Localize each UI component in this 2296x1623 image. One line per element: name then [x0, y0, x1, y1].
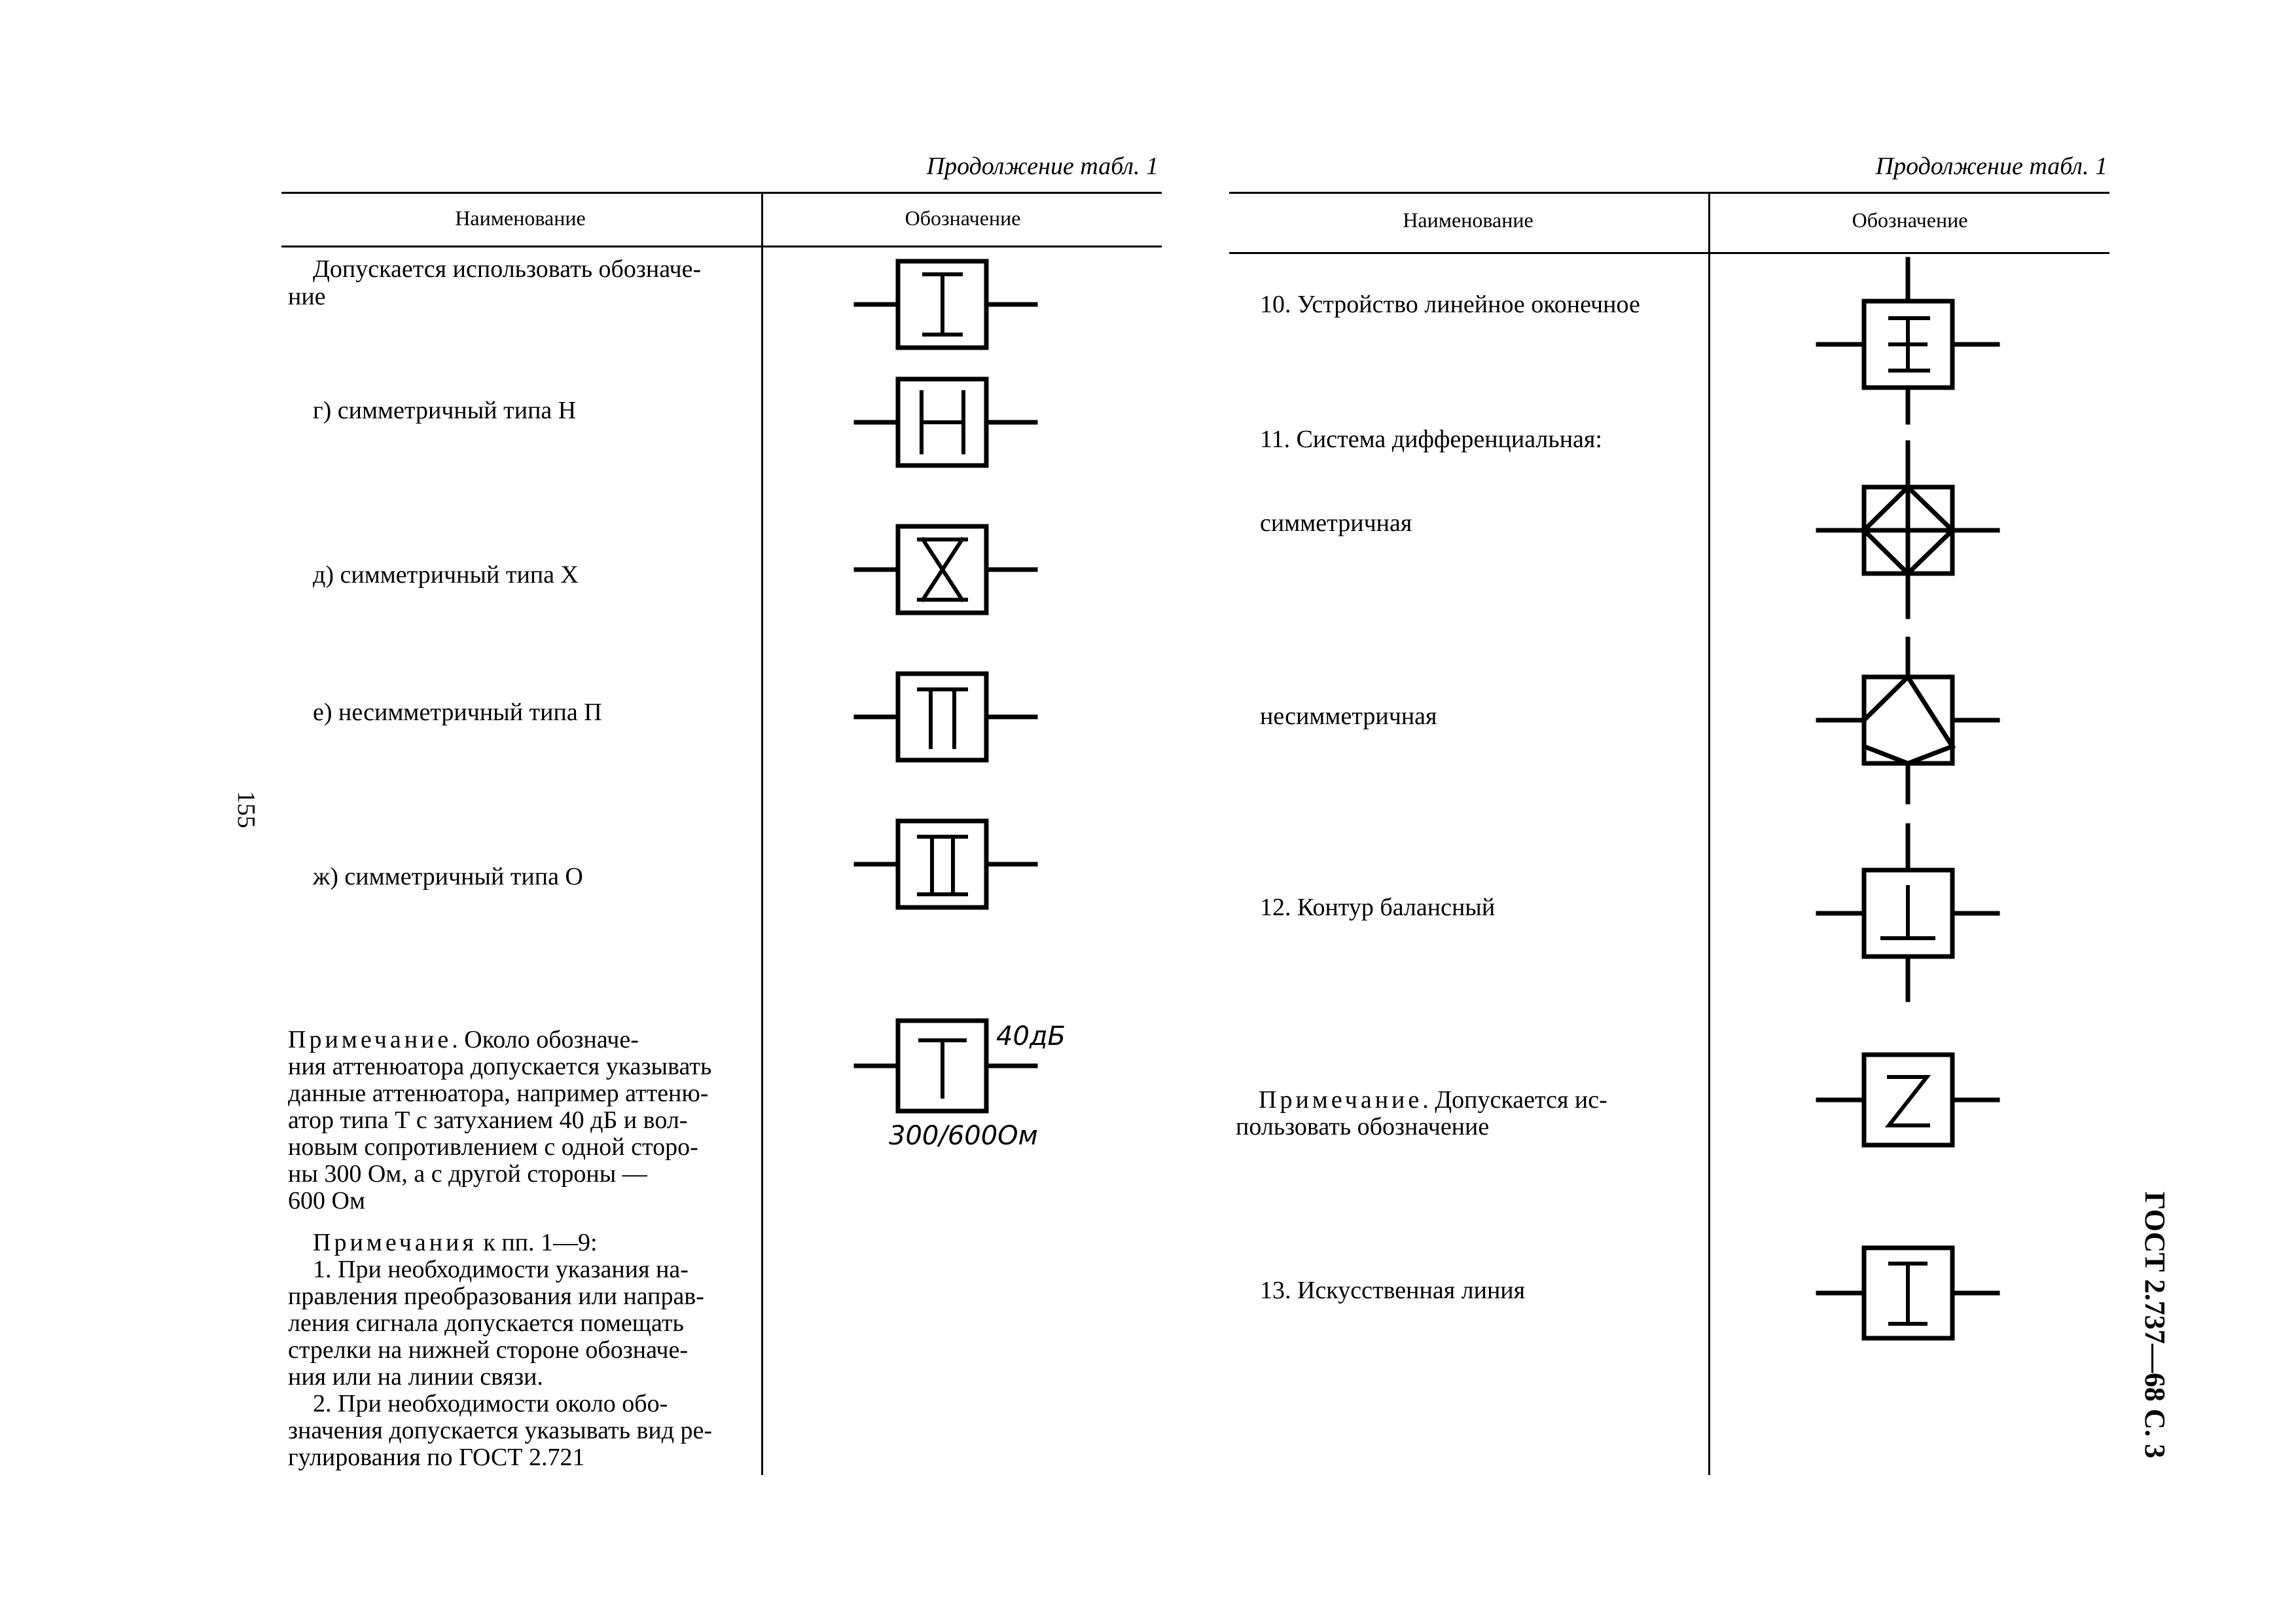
right-header-symbol: Обозначение	[1852, 208, 1968, 232]
right-row-10: 10. Устройство линейное оконечное	[1260, 291, 1640, 318]
right-table-header-rule	[1229, 252, 2109, 254]
attenuator-impedance-label: 300/600Ом	[889, 1121, 1038, 1151]
left-table-top-rule	[281, 192, 1162, 194]
right-table-top-rule	[1229, 192, 2109, 194]
notes-1-9	[288, 1230, 756, 1471]
note-line-3: данные аттенюатора, например аттеню-	[288, 1080, 709, 1107]
notes-item1-line1: 1. При необходимости указания на-	[313, 1256, 689, 1283]
left-row-alt-designation	[288, 255, 756, 310]
right-row-11-symmetric: симметричная	[1260, 509, 1412, 537]
notes-label: Примечания	[313, 1229, 477, 1256]
note-label: Примечание	[288, 1026, 452, 1053]
diamond-symmetric-icon	[1813, 439, 2003, 622]
right-note-line1: . Допускается ис-	[1422, 1086, 1607, 1114]
note-line-4: атор типа Т с затуханием 40 дБ и вол-	[288, 1106, 688, 1134]
note-line-7: 600 Ом	[288, 1187, 365, 1214]
right-table-column-divider	[1708, 192, 1710, 1475]
line-terminal-icon	[1813, 255, 2003, 432]
right-header-name: Наименование	[1403, 208, 1534, 232]
attenuator-note	[288, 1027, 756, 1214]
box-Pi-icon	[851, 671, 1041, 763]
box-H-icon	[851, 376, 1041, 468]
left-row-zh: ж) симметричный типа О	[313, 863, 583, 890]
notes-item2-line1: 2. При необходимости около обо-	[313, 1390, 668, 1417]
note-line-6: ны 300 Ом, а с другой стороны —	[288, 1160, 647, 1188]
note-line-2: ния аттенюатора допускается указывать	[288, 1053, 712, 1080]
right-row-11: 11. Система дифференциальная:	[1260, 426, 1602, 453]
left-row-alt-line2: ние	[288, 283, 326, 310]
right-note-label: Примечание	[1259, 1086, 1423, 1114]
balance-contour-icon	[1813, 822, 2003, 1005]
right-row-11-asymmetric: несимметричная	[1260, 702, 1437, 730]
notes-item1-line2: правления преобразования или направ-	[288, 1283, 704, 1310]
note-line-5: новым сопротивлением с одной сторо-	[288, 1133, 698, 1161]
diamond-asymmetric-icon	[1813, 635, 2003, 812]
right-note	[1236, 1087, 1704, 1140]
notes-item1-line5: ния или на линии связи.	[288, 1363, 543, 1391]
left-row-e: е) несимметричный типа П	[313, 699, 602, 726]
left-header-name: Наименование	[455, 206, 586, 230]
notes-label-suffix: к пп. 1—9:	[476, 1229, 598, 1256]
box-Z-icon	[1813, 1051, 2003, 1149]
notes-item2-line2: значения допускается указывать вид ре-	[288, 1417, 713, 1444]
notes-item1-line4: стрелки на нижней стороне обозначе-	[288, 1336, 689, 1364]
continuation-caption-left: Продолжение табл. 1	[926, 153, 1158, 180]
left-row-d: д) симметричный типа Х	[313, 561, 579, 589]
artificial-line-icon	[1813, 1244, 2003, 1342]
notes-item1-line3: ления сигнала допускается помещать	[288, 1309, 684, 1337]
attenuator-loss-label: 40дБ	[996, 1021, 1066, 1051]
notes-item2-line3: гулирования по ГОСТ 2.721	[288, 1444, 585, 1471]
standard-code: ГОСТ 2.737—68 С. 3	[2139, 1192, 2171, 1459]
left-table-column-divider	[761, 192, 763, 1475]
left-table-header-rule	[281, 246, 1162, 247]
left-row-g: г) симметричный типа Н	[313, 397, 577, 424]
right-row-13: 13. Искусственная линия	[1260, 1277, 1526, 1304]
box-I-icon	[851, 259, 1041, 350]
right-row-12: 12. Контур балансный	[1260, 894, 1496, 921]
left-row-alt-line1: Допускается использовать обозначе-	[313, 255, 702, 283]
page-number: 155	[232, 791, 260, 828]
left-header-symbol: Обозначение	[905, 206, 1021, 230]
note-line-1: . Около обозначе-	[452, 1026, 639, 1053]
continuation-caption-right: Продолжение табл. 1	[1875, 153, 2108, 180]
box-O-icon	[851, 818, 1041, 910]
right-note-line2: пользовать обозначение	[1236, 1113, 1490, 1140]
box-X-icon	[851, 524, 1041, 615]
